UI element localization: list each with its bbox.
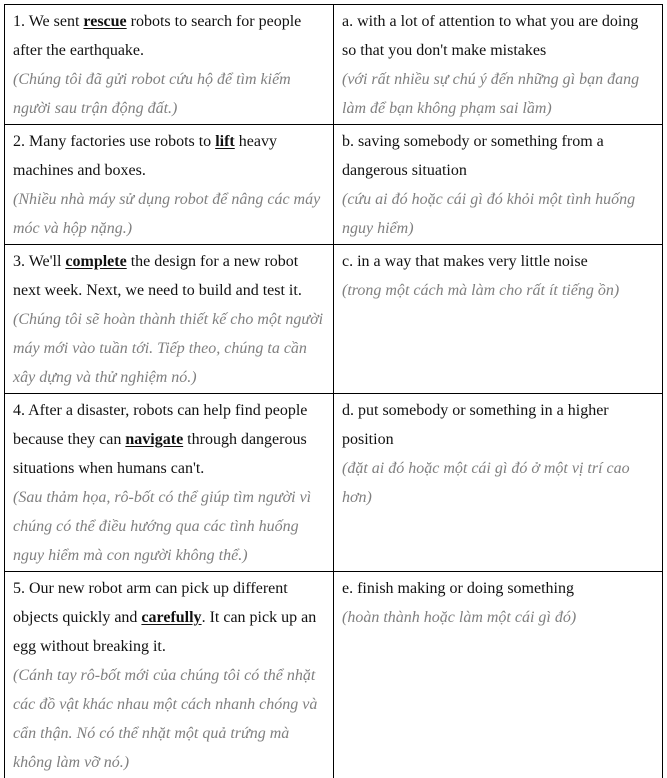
sentence-text: 3. We'll complete the design for a new robot next week. Next, we need to build and test it.: [13, 247, 325, 305]
sentence-cell: [5, 5, 334, 125]
table-row: [5, 572, 663, 778]
definition-translation: (trong một cách mà làm cho rất ít tiếng ồn): [342, 276, 654, 305]
sentence-cell: [5, 394, 334, 572]
sentence-cell: [5, 245, 334, 394]
table-row: [5, 125, 663, 245]
sentence-text: 2. Many factories use robots to lift heavy machines and boxes.: [13, 127, 325, 185]
keyword: lift: [215, 133, 235, 150]
keyword: rescue: [83, 13, 126, 30]
definition-translation: (đặt ai đó hoặc một cái gì đó ở một vị trí cao hơn): [342, 454, 654, 512]
table-row: [5, 394, 663, 572]
sentence-translation: (Cánh tay rô-bốt mới của chúng tôi có thể nhặt các đồ vật khác nhau một cách nhanh chóng và cẩn thận. Nó có thể nhặt một quả trứng mà không làm vỡ nó.): [13, 661, 325, 777]
definition-text: c. in a way that makes very little noise: [342, 247, 654, 276]
definition-cell: [334, 572, 663, 778]
definition-cell: [334, 394, 663, 572]
vocabulary-matching-table: [4, 4, 663, 778]
definition-cell: [334, 245, 663, 394]
keyword: navigate: [125, 431, 183, 448]
sentence-cell: [5, 572, 334, 778]
definition-cell: [334, 5, 663, 125]
sentence-translation: (Nhiều nhà máy sử dụng robot để nâng các máy móc và hộp nặng.): [13, 185, 325, 243]
sentence-translation: (Sau thảm họa, rô-bốt có thể giúp tìm người vì chúng có thể điều hướng qua các tình huống nguy hiểm mà con người không thể.): [13, 483, 325, 570]
sentence-text: 4. After a disaster, robots can help find people because they can navigate through dangerous situations when humans can't.: [13, 396, 325, 483]
definition-translation: (cứu ai đó hoặc cái gì đó khỏi một tình huống nguy hiểm): [342, 185, 654, 243]
definition-text: a. with a lot of attention to what you are doing so that you don't make mistakes: [342, 7, 654, 65]
keyword: carefully: [141, 609, 201, 626]
definition-text: d. put somebody or something in a higher position: [342, 396, 654, 454]
definition-translation: (hoàn thành hoặc làm một cái gì đó): [342, 603, 654, 632]
keyword: complete: [65, 253, 126, 270]
sentence-text: 5. Our new robot arm can pick up different objects quickly and carefully. It can pick up an egg without breaking it.: [13, 574, 325, 661]
table-row: [5, 5, 663, 125]
definition-cell: [334, 125, 663, 245]
sentence-text: 1. We sent rescue robots to search for people after the earthquake.: [13, 7, 325, 65]
sentence-translation: (Chúng tôi sẽ hoàn thành thiết kế cho một người máy mới vào tuần tới. Tiếp theo, chúng ta cần xây dựng và thử nghiệm nó.): [13, 305, 325, 392]
definition-translation: (với rất nhiều sự chú ý đến những gì bạn đang làm để bạn không phạm sai lầm): [342, 65, 654, 123]
definition-text: b. saving somebody or something from a dangerous situation: [342, 127, 654, 185]
definition-text: e. finish making or doing something: [342, 574, 654, 603]
table-row: [5, 245, 663, 394]
sentence-cell: [5, 125, 334, 245]
sentence-translation: (Chúng tôi đã gửi robot cứu hộ để tìm kiếm người sau trận động đất.): [13, 65, 325, 123]
document-page: [4, 4, 663, 778]
